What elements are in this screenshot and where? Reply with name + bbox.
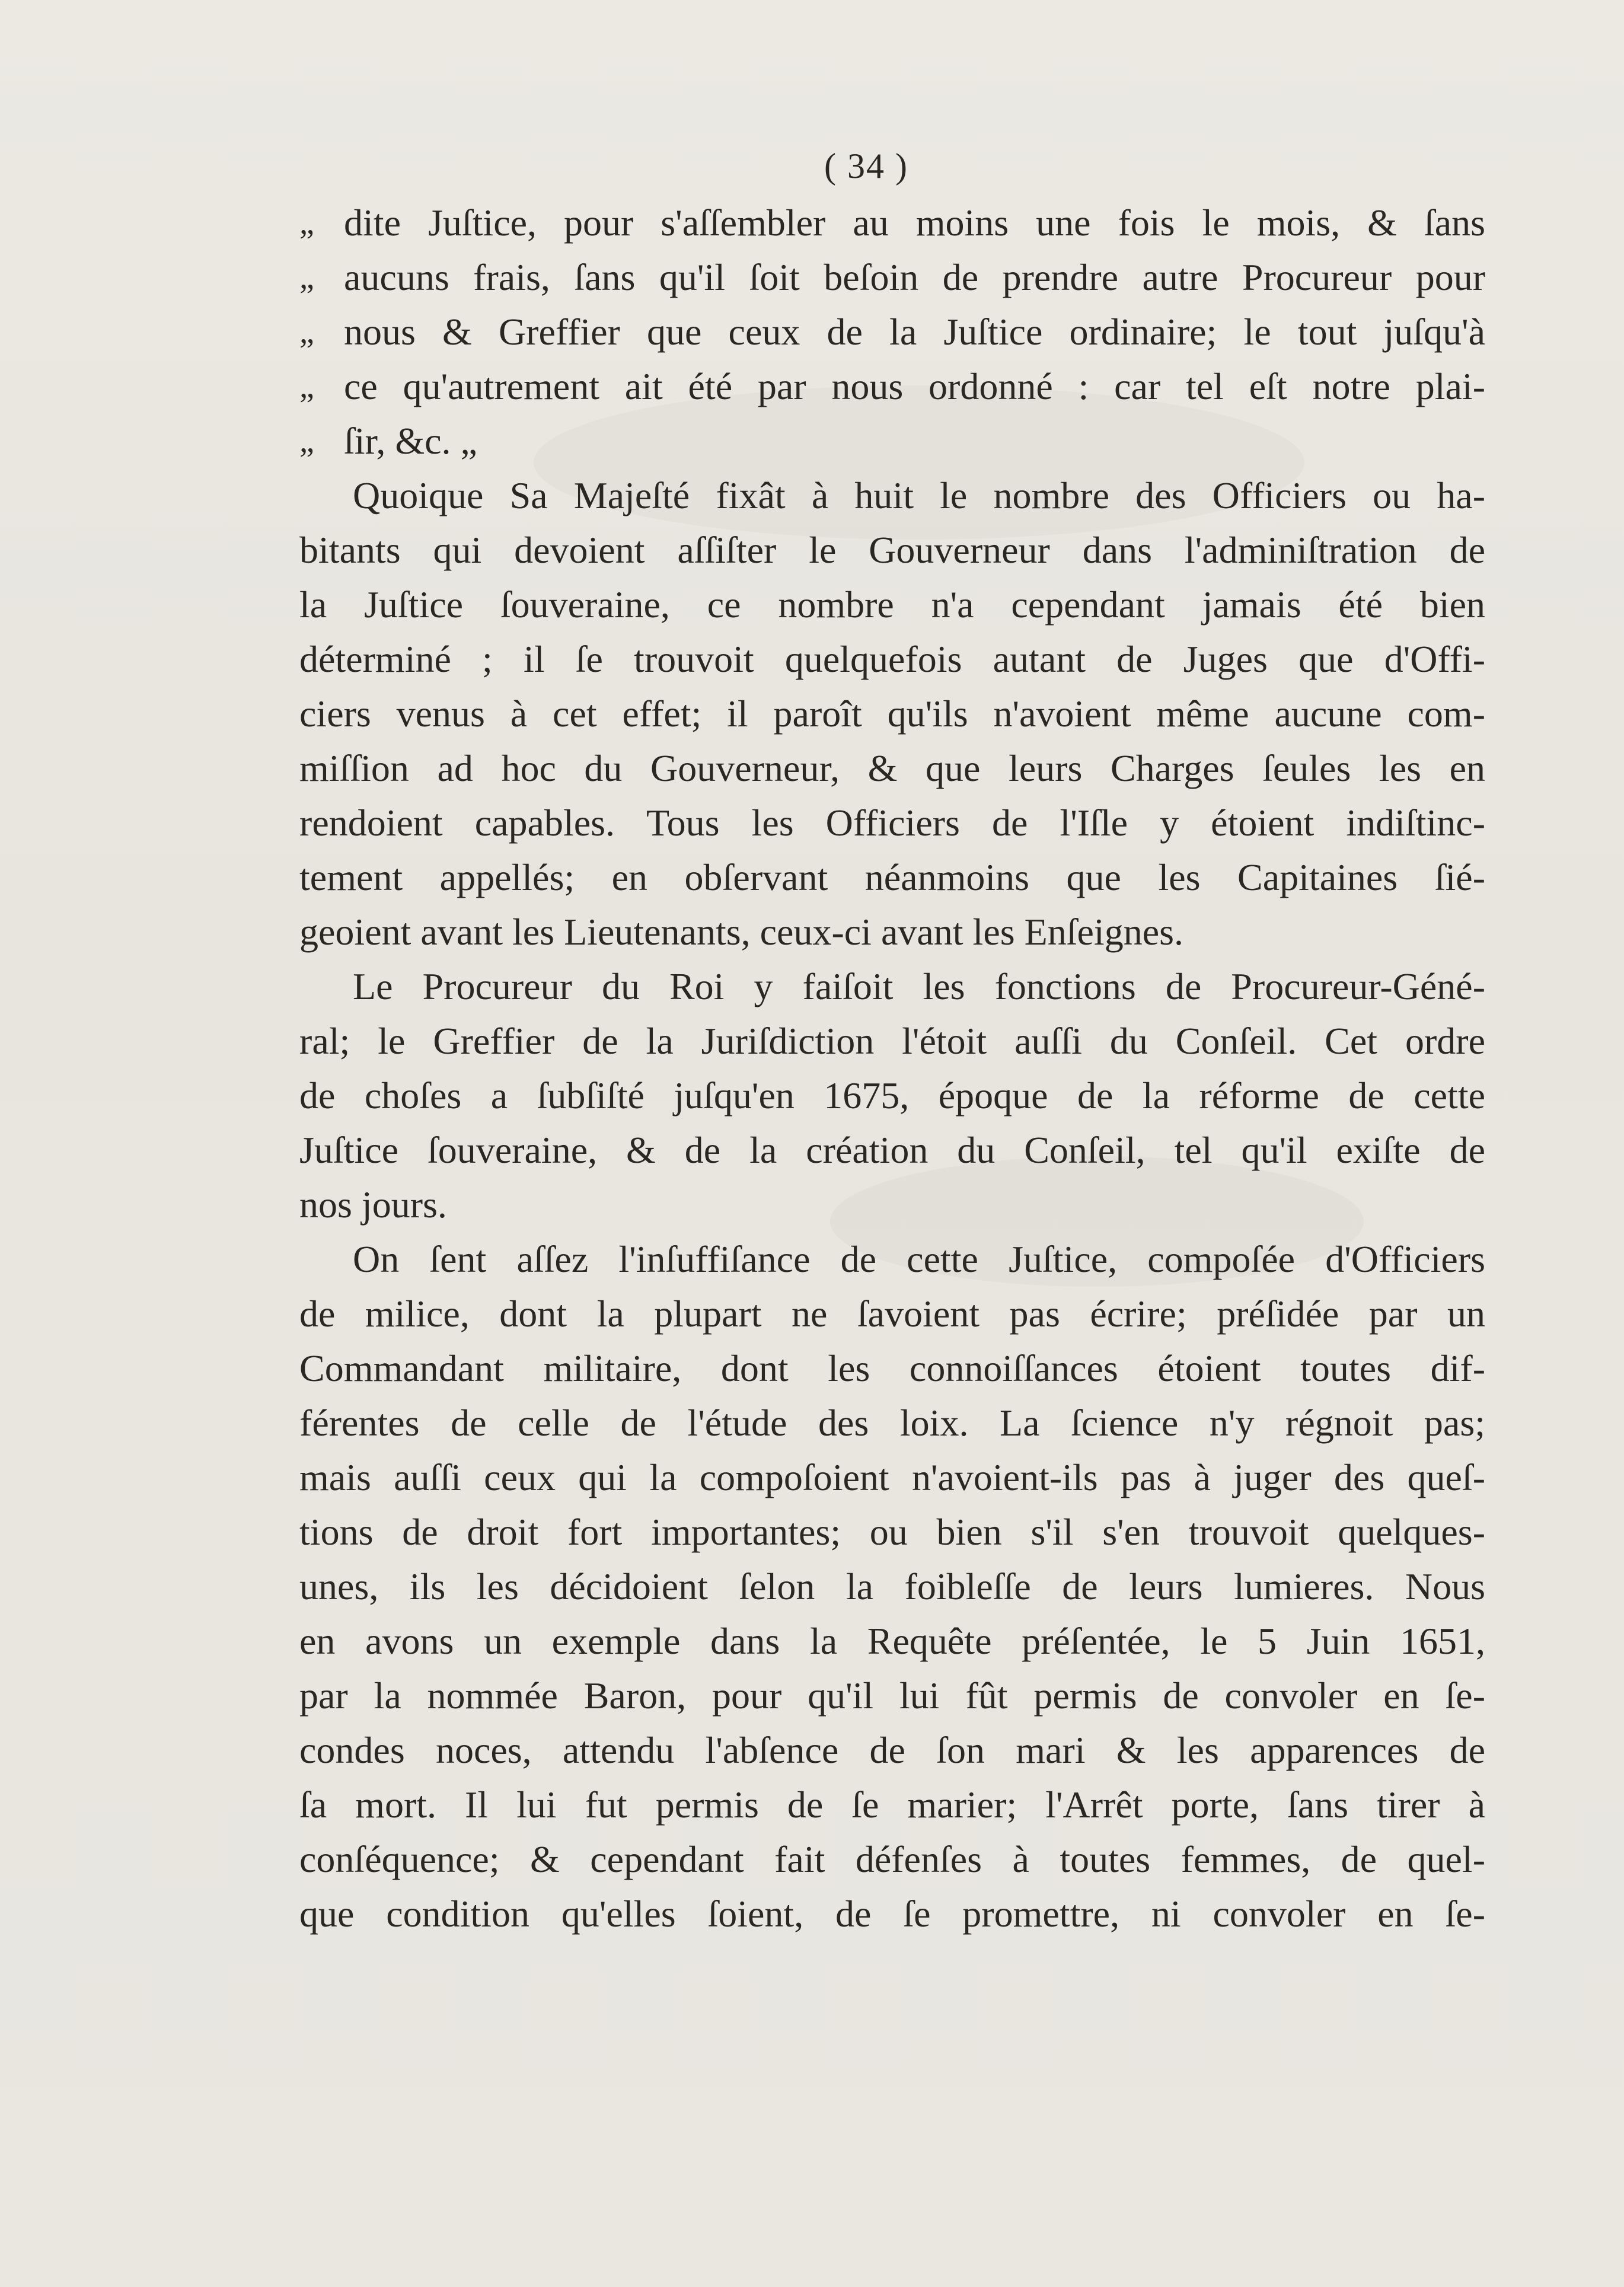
paragraph-line: unes, ils les décidoient ſelon la foibleſſe de leurs lumieres. Nous: [299, 1565, 1485, 1607]
paragraph-line: geoient avant les Lieutenants, ceux-ci avant les Enſeignes.: [299, 911, 1183, 953]
paragraph-line: férentes de celle de l'étude des loix. La ſcience n'y régnoit pas;: [299, 1402, 1485, 1444]
paragraph-line: Quoique Sa Majeſté fixât à huit le nombre des Officiers ou ha-: [353, 474, 1485, 516]
quote-mark: „: [299, 205, 314, 241]
quote-line: [299, 196, 1485, 250]
paragraph-line: de milice, dont la plupart ne ſavoient pas écrire; préſidée par un: [299, 1293, 1485, 1335]
paragraph-line: ciers venus à cet effet; il paroît qu'ils n'avoient même aucune com-: [299, 693, 1485, 735]
paragraph-line: par la nommée Baron, pour qu'il lui fût permis de convoler en ſe-: [299, 1674, 1485, 1717]
quote-mark: „: [299, 423, 314, 460]
quote-text: aucuns frais, ſans qu'il ſoit beſoin de prendre autre Procureur pour: [344, 256, 1485, 298]
paragraph-line: la Juſtice ſouveraine, ce nombre n'a cependant jamais été bien: [299, 583, 1485, 626]
quote-text: nous & Greffier que ceux de la Juſtice ordinaire; le tout juſqu'à: [344, 311, 1485, 353]
paragraph-line: nos jours.: [299, 1184, 447, 1226]
paragraph-line: déterminé ; il ſe trouvoit quelquefois autant de Juges que d'Offi-: [299, 638, 1485, 680]
quote-line: [299, 250, 1485, 305]
paragraph-line: tement appellés; en obſervant néanmoins que les Capitaines ſié-: [299, 856, 1485, 898]
paragraph-line: mais auſſi ceux qui la compoſoient n'avoient-ils pas à juger des queſ-: [299, 1456, 1485, 1498]
paragraph-line: On ſent aſſez l'inſuffiſance de cette Juſtice, compoſée d'Officiers: [353, 1238, 1485, 1280]
paragraph-line: tions de droit fort importantes; ou bien s'il s'en trouvoit quelques-: [299, 1511, 1485, 1553]
quote-text: ce qu'autrement ait été par nous ordonné : car tel eſt notre plai-: [344, 365, 1485, 407]
page-number: ( 34 ): [824, 146, 908, 186]
quote-line: [299, 359, 1485, 414]
paragraph-line: rendoient capables. Tous les Officiers de l'Iſle y étoient indiſtinc-: [299, 802, 1485, 844]
quote-line: [299, 414, 1485, 468]
quote-mark: „: [299, 259, 314, 296]
paragraph-line: ral; le Greffier de la Juriſdiction l'étoit auſſi du Conſeil. Cet ordre: [299, 1020, 1485, 1062]
paragraph-line: en avons un exemple dans la Requête préſentée, le 5 Juin 1651,: [299, 1620, 1485, 1662]
paragraph-line: condes noces, attendu l'abſence de ſon mari & les apparences de: [299, 1729, 1485, 1771]
paragraph-line: Juſtice ſouveraine, & de la création du Conſeil, tel qu'il exiſte de: [299, 1129, 1485, 1171]
quote-text: dite Juſtice, pour s'aſſembler au moins une fois le mois, & ſans: [344, 202, 1485, 244]
paragraph-line: bitants qui devoient aſſiſter le Gouverneur dans l'adminiſtration de: [299, 529, 1485, 571]
paragraph-line: que condition qu'elles ſoient, de ſe promettre, ni convoler en ſe-: [299, 1893, 1485, 1935]
paragraph-line: miſſion ad hoc du Gouverneur, & que leurs Charges ſeules les en: [299, 747, 1485, 789]
quote-text: ſir, &c. „: [344, 420, 477, 462]
text-block: [299, 196, 1485, 1941]
quote-line: [299, 305, 1485, 359]
quote-mark: „: [299, 368, 314, 405]
paragraph-line: de choſes a ſubſiſté juſqu'en 1675, époque de la réforme de cette: [299, 1074, 1485, 1117]
paragraph-line: Le Procureur du Roi y faiſoit les fonctions de Procureur-Géné-: [353, 965, 1485, 1007]
quote-mark: „: [299, 314, 314, 350]
paragraph-line: conſéquence; & cependant fait défenſes à toutes femmes, de quel-: [299, 1838, 1485, 1880]
paragraph-line: ſa mort. Il lui fut permis de ſe marier; l'Arrêt porte, ſans tirer à: [299, 1784, 1485, 1826]
paragraph-line: Commandant militaire, dont les connoiſſances étoient toutes dif-: [299, 1347, 1485, 1389]
